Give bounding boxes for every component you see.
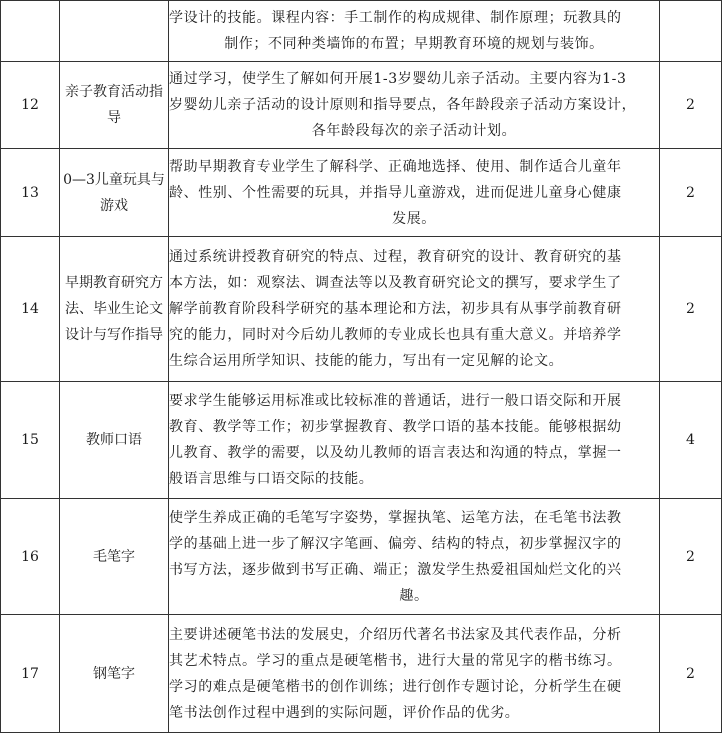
description-line: 解学前教育阶段科学研究的基本理论和方法，初步具有从事学前教育研 <box>169 301 622 317</box>
course-number: 13 <box>1 149 60 237</box>
course-number: 12 <box>1 62 60 149</box>
description-line: 帮助早期教育专业学生了解科学、正确地选择、使用、制作适合儿童年 <box>169 158 622 175</box>
course-number: 15 <box>1 382 60 499</box>
table-row <box>1 1 722 62</box>
description-line: 岁婴幼儿亲子活动的设计原则和指导要点，各年龄段亲子活动方案设计， <box>169 97 637 113</box>
course-name: 毛笔字 <box>60 499 169 615</box>
course-name: 0—3儿童玩具与游戏 <box>60 149 169 237</box>
description-line: 教育、教学等工作；初步掌握教育、教学口语的基本技能。能够根据幼 <box>169 419 622 435</box>
description-line: 本方法，如：观察法、调查法等以及教育研究论文的撰写，要求学生了 <box>169 275 622 291</box>
table-row <box>1 149 722 237</box>
description-line: 般语言思维与口语交际的技能。 <box>169 471 374 487</box>
course-credit: 2 <box>660 149 722 237</box>
course-credit <box>660 1 722 62</box>
course-description <box>169 237 660 382</box>
course-description <box>169 615 660 733</box>
course-name <box>60 1 169 62</box>
course-number: 14 <box>1 237 60 382</box>
description-line: 趣。 <box>399 587 429 604</box>
course-name: 教师口语 <box>60 382 169 499</box>
course-credit: 2 <box>660 62 722 149</box>
course-name: 早期教育研究方法、毕业生论文设计与写作指导 <box>60 237 169 382</box>
description-line: 究的能力，同时对今后幼儿教师的专业成长也具有重大意义。并培养学 <box>169 327 622 343</box>
description-line: 学习的难点是硬笔楷书的创作训练；进行创作专题讨论，分析学生在硬 <box>169 678 622 695</box>
course-description <box>169 1 660 62</box>
table-row <box>1 499 722 615</box>
description-line: 发展。 <box>392 210 436 227</box>
description-line: 龄、性别、个性需要的玩具，并指导儿童游戏，进而促进儿童身心健康 <box>169 184 622 201</box>
description-line: 其艺术特点。学习的重点是硬笔楷书，进行大量的常见字的楷书练习。 <box>169 652 622 669</box>
description-line: 书写方法，逐步做到书写正确、端正；激发学生热爱祖国灿烂文化的兴 <box>169 561 622 578</box>
table-row <box>1 382 722 499</box>
course-description <box>169 149 660 237</box>
course-description <box>169 62 660 149</box>
course-credit: 2 <box>660 237 722 382</box>
course-credit: 4 <box>660 382 722 499</box>
description-line: 学的基础上进一步了解汉字笔画、偏旁、结构的特点，初步掌握汉字的 <box>169 535 622 552</box>
description-line: 主要讲述硬笔书法的发展史，介绍历代著名书法家及其代表作品，分析 <box>169 626 622 643</box>
description-line: 要求学生能够运用标准或比较标准的普通话，进行一般口语交际和开展 <box>169 393 622 409</box>
table-row <box>1 62 722 149</box>
course-number: 16 <box>1 499 60 615</box>
description-line: 各年龄段每次的亲子活动计划。 <box>311 123 517 139</box>
table-row <box>1 237 722 382</box>
description-line: 笔书法创作过程中遇到的实际问题，评价作品的优劣。 <box>169 704 520 721</box>
course-number <box>1 1 60 62</box>
description-line: 儿教育、教学的需要，以及幼儿教师的语言表达和沟通的特点，掌握一 <box>169 445 622 461</box>
description-line: 通过学习，使学生了解如何开展1-3岁婴幼儿亲子活动。主要内容为1-3 <box>169 71 627 87</box>
course-number: 17 <box>1 615 60 733</box>
course-name: 钢笔字 <box>60 615 169 733</box>
course-credit: 2 <box>660 615 722 733</box>
table-row <box>1 615 722 733</box>
description-line: 生综合运用所学知识、技能的能力，写出有一定见解的论文。 <box>169 353 564 369</box>
course-name: 亲子教育活动指导 <box>60 62 169 149</box>
description-line: 使学生养成正确的毛笔写字姿势，掌握执笔、运笔方法，在毛笔书法教 <box>169 509 622 526</box>
course-description <box>169 382 660 499</box>
course-credit: 2 <box>660 499 722 615</box>
course-description <box>169 499 660 615</box>
description-line: 制作；不同种类墙饰的布置；早期教育环境的规划与装饰。 <box>224 36 604 52</box>
description-line: 通过系统讲授教育研究的特点、过程，教育研究的设计、教育研究的基 <box>169 249 622 265</box>
description-line: 学设计的技能。课程内容：手工制作的构成规律、制作原理；玩教具的 <box>169 10 622 26</box>
